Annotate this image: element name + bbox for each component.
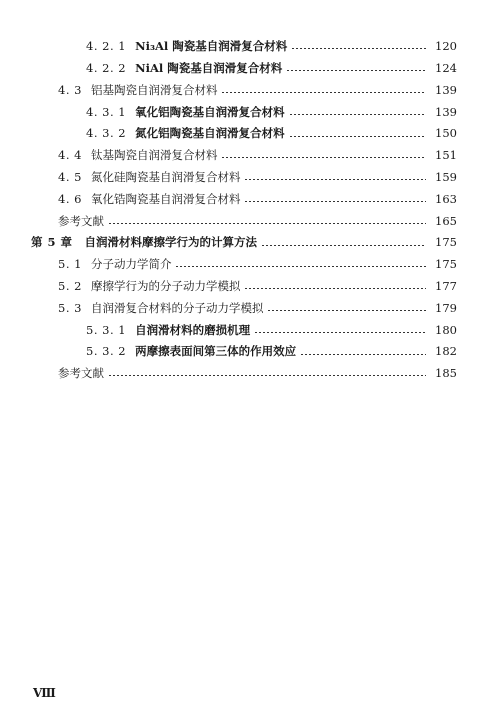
toc-entry-number: 5. 1 [58, 257, 82, 272]
toc-entry-page: 165 [435, 213, 457, 228]
toc-entry-references-ch4[interactable] [0, 210, 500, 232]
toc-entry-title: 氧化铝陶瓷基自润滑复合材料 [135, 104, 285, 119]
toc-entry-number: 4. 6 [58, 191, 82, 206]
leader-dots [221, 157, 426, 158]
leader-dots [254, 332, 426, 333]
toc-entry-4-6[interactable] [0, 189, 500, 211]
toc-entry-page: 163 [435, 191, 457, 206]
toc-entry-number: 4. 2. 2 [86, 60, 127, 75]
leader-dots [300, 354, 426, 355]
toc-entry-page: 177 [435, 278, 457, 293]
toc-entry-page: 179 [435, 300, 457, 315]
toc-entry-title: 铝基陶瓷自润滑复合材料 [90, 82, 218, 97]
toc-entry-page: 175 [435, 257, 457, 272]
toc-entry-page: 120 [435, 39, 457, 54]
toc-entry-title: 钛基陶瓷自润滑复合材料 [90, 148, 218, 163]
toc-chapter-5[interactable] [0, 232, 500, 254]
toc-entry-number: 5. 3 [58, 300, 82, 315]
leader-dots [289, 136, 426, 137]
page-number: Ⅷ [33, 686, 55, 700]
toc-entry-4-3[interactable] [0, 80, 500, 102]
toc-entry-title: 自润滑复合材料的分子动力学模拟 [90, 300, 264, 315]
leader-dots [108, 375, 426, 376]
toc-entry-5-3-1[interactable] [0, 319, 500, 341]
leader-dots [221, 92, 426, 93]
toc-entry-number: 4. 3 [58, 82, 82, 97]
toc-entry-page: 159 [435, 169, 457, 184]
leader-dots [286, 70, 426, 71]
toc-entry-number: 4. 2. 1 [86, 39, 127, 54]
toc-entry-number: 4. 3. 2 [86, 126, 127, 141]
toc-chapter-number: 第 5 章 [31, 235, 73, 250]
toc-entry-page: 139 [435, 82, 457, 97]
toc-entry-number: 5. 2 [58, 278, 82, 293]
leader-dots [291, 48, 426, 49]
toc-entry-title: 分子动力学简介 [90, 257, 172, 272]
toc-entry-4-4[interactable] [0, 145, 500, 167]
toc-entry-number: 4. 3. 1 [86, 104, 127, 119]
toc-entry-title: 自润滑材料的磨损机理 [135, 322, 251, 337]
leader-dots [108, 223, 426, 224]
toc-entry-page: 182 [435, 344, 457, 359]
toc-entry-number: 4. 4 [58, 148, 82, 163]
toc-entry-4-5[interactable] [0, 167, 500, 189]
toc-entry-page: 124 [435, 60, 457, 75]
toc-entry-title: 两摩擦表面间第三体的作用效应 [135, 344, 297, 359]
table-of-contents [0, 36, 500, 385]
toc-entry-title: 参考文献 [58, 213, 104, 228]
leader-dots [244, 179, 426, 180]
toc-chapter-title: 自润滑材料摩擦学行为的计算方法 [84, 235, 258, 250]
toc-entry-title: 氧化锆陶瓷基自润滑复合材料 [90, 191, 241, 206]
toc-entry-4-2-1[interactable] [0, 36, 500, 58]
toc-entry-4-3-2[interactable] [0, 123, 500, 145]
toc-entry-5-1[interactable] [0, 254, 500, 276]
leader-dots [261, 245, 426, 246]
toc-entry-page: 139 [435, 104, 457, 119]
toc-entry-number: 5. 3. 2 [86, 344, 127, 359]
toc-entry-4-3-1[interactable] [0, 101, 500, 123]
toc-entry-5-3[interactable] [0, 298, 500, 320]
toc-entry-page: 150 [435, 126, 457, 141]
toc-entry-title: 摩擦学行为的分子动力学模拟 [90, 278, 241, 293]
toc-entry-number: 4. 5 [58, 169, 82, 184]
leader-dots [244, 201, 426, 202]
toc-entry-page: 180 [435, 322, 457, 337]
toc-entry-page: 185 [435, 366, 457, 381]
toc-entry-page: 175 [435, 235, 457, 250]
toc-entry-4-2-2[interactable] [0, 58, 500, 80]
toc-entry-5-2[interactable] [0, 276, 500, 298]
toc-entry-title: NiAl 陶瓷基自润滑复合材料 [135, 60, 283, 75]
toc-entry-title: 氮化硅陶瓷基自润滑复合材料 [90, 169, 241, 184]
leader-dots [175, 266, 426, 267]
toc-entry-title: Ni₃Al 陶瓷基自润滑复合材料 [135, 39, 288, 54]
toc-entry-page: 151 [435, 148, 457, 163]
toc-entry-title: 参考文献 [58, 366, 104, 381]
leader-dots [289, 114, 426, 115]
toc-entry-references-ch5[interactable] [0, 363, 500, 385]
leader-dots [267, 310, 426, 311]
leader-dots [244, 288, 426, 289]
toc-entry-5-3-2[interactable] [0, 341, 500, 363]
toc-entry-title: 氮化铝陶瓷基自润滑复合材料 [135, 126, 285, 141]
toc-entry-number: 5. 3. 1 [86, 322, 127, 337]
